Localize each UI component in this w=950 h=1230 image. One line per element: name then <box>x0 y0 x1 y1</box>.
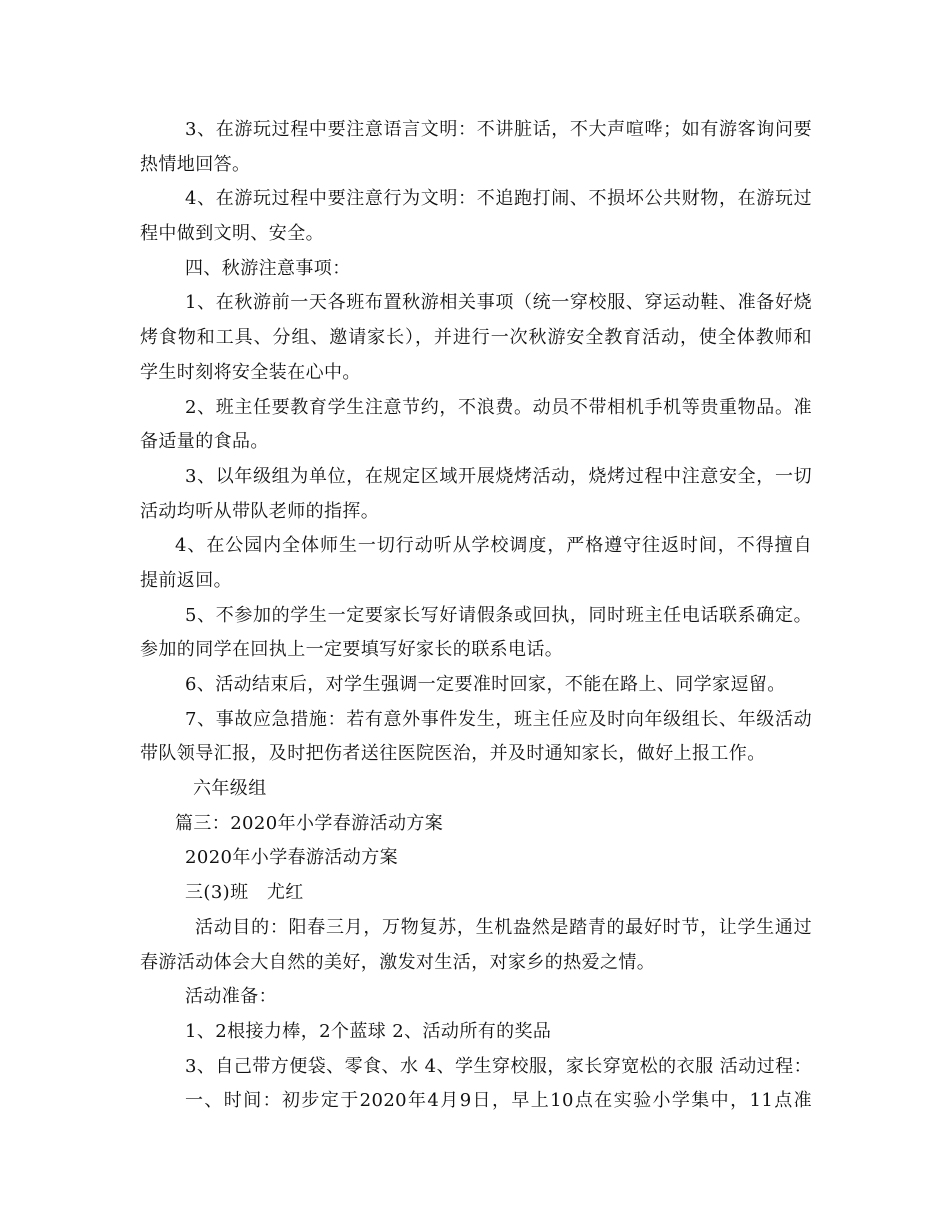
plan-title: 2020年小学春游活动方案 <box>185 847 399 869</box>
body-line: 1、2根接力棒，2个蓝球 2、活动所有的奖品 <box>185 1020 552 1042</box>
section-heading: 四、秋游注意事项： <box>185 257 351 279</box>
body-line: 3、以年级组为单位，在规定区域开展烧烤活动，烧烤过程中注意安全，一切 <box>185 465 812 487</box>
body-line: 提前返回。 <box>140 569 232 591</box>
body-line: 活动目的：阳春三月，万物复苏，生机盎然是踏青的最好时节，让学生通过 <box>195 916 812 938</box>
author-line: 三(3)班 尤红 <box>185 882 304 904</box>
article-title: 篇三：2020年小学春游活动方案 <box>175 812 444 834</box>
body-line: 4、在公园内全体师生一切行动听从学校调度，严格遵守往返时间，不得擅自 <box>175 535 812 557</box>
body-line: 1、在秋游前一天各班布置秋游相关事项（统一穿校服、穿运动鞋、准备好烧 <box>185 292 812 314</box>
body-line: 5、不参加的学生一定要家长写好请假条或回执，同时班主任电话联系确定。 <box>185 604 812 626</box>
subsection-heading: 活动准备： <box>185 986 277 1008</box>
body-line: 7、事故应急措施：若有意外事件发生，班主任应及时向年级组长、年级活动 <box>185 708 812 730</box>
body-line: 参加的同学在回执上一定要填写好家长的联系电话。 <box>140 639 564 661</box>
body-line: 一、时间：初步定于2020年4月9日，早上10点在实验小学集中，11点准 <box>185 1090 812 1112</box>
body-line: 春游活动体会大自然的美好，激发对生活，对家乡的热爱之情。 <box>140 951 656 973</box>
body-line: 程中做到文明、安全。 <box>140 223 324 245</box>
body-line: 烤食物和工具、分组、邀请家长），并进行一次秋游安全教育活动，使全体教师和 <box>140 327 812 349</box>
body-line: 学生时刻将安全装在心中。 <box>140 361 361 383</box>
document-body <box>140 113 812 1119</box>
body-line: 3、在游玩过程中要注意语言文明：不讲脏话，不大声喧哗；如有游客询问要 <box>185 119 812 140</box>
body-line: 6、活动结束后，对学生强调一定要准时回家，不能在路上、同学家逗留。 <box>185 674 786 695</box>
body-line: 活动均听从带队老师的指挥。 <box>140 500 380 522</box>
body-line: 备适量的食品。 <box>140 431 269 453</box>
signature-line: 六年级组 <box>193 778 267 800</box>
body-line: 3、自己带方便袋、零食、水 4、学生穿校服，家长穿宽松的衣服 活动过程： <box>185 1055 812 1077</box>
body-line: 2、班主任要教育学生注意节约，不浪费。动员不带相机手机等贵重物品。准 <box>185 396 812 418</box>
body-line: 4、在游玩过程中要注意行为文明：不追跑打闹、不损坏公共财物，在游玩过 <box>185 188 812 210</box>
body-line: 热情地回答。 <box>140 153 251 175</box>
body-line: 带队领导汇报，及时把伤者送往医院医治，并及时通知家长，做好上报工作。 <box>140 743 766 765</box>
